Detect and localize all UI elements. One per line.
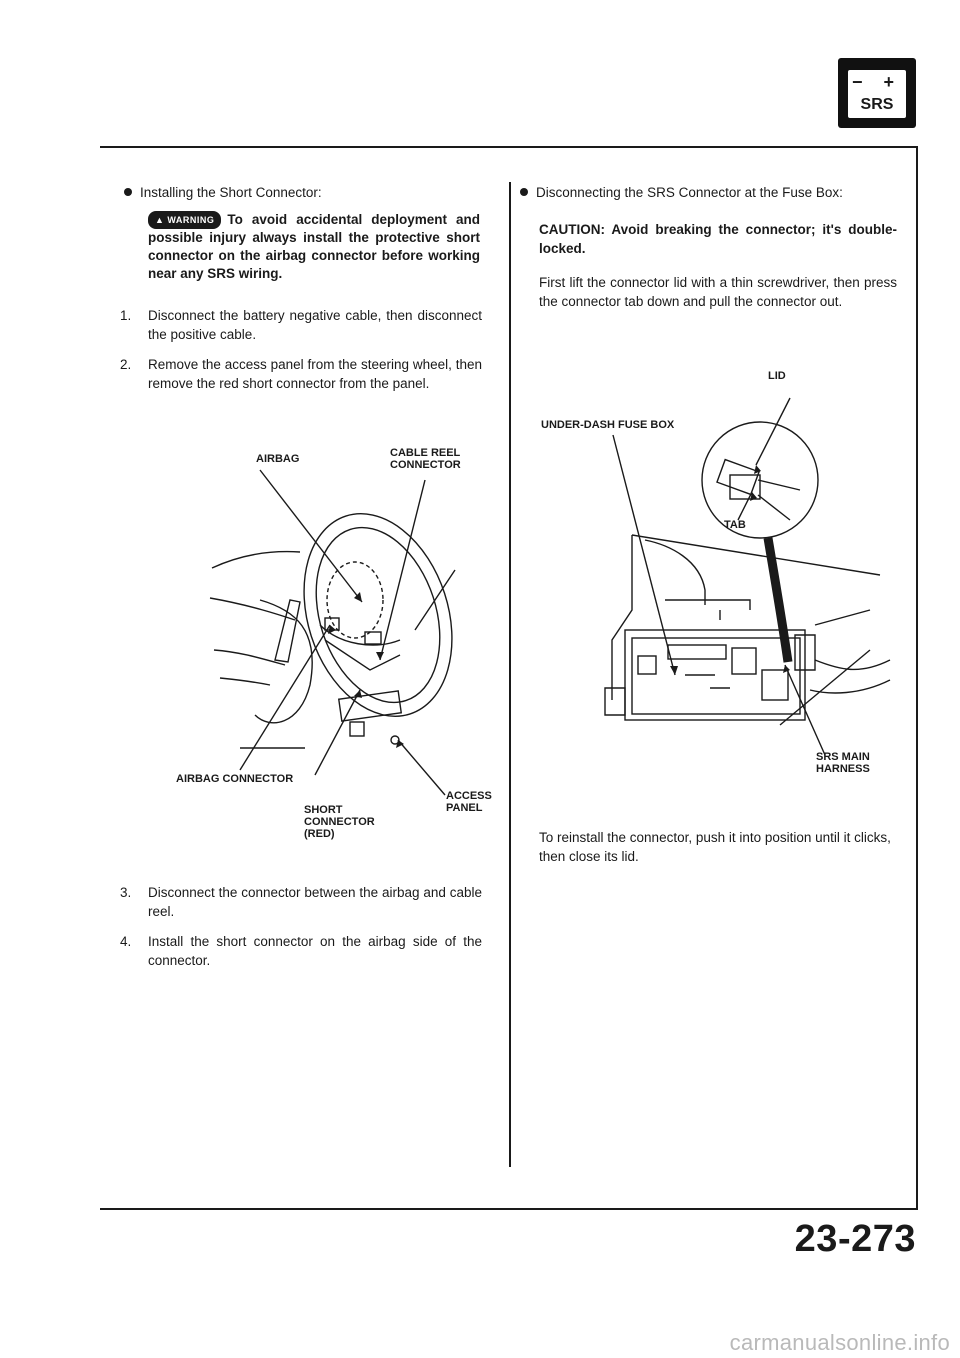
label-short-connector: SHORT CONNECTOR (RED) bbox=[304, 804, 375, 840]
warning-badge: ▲ WARNING bbox=[148, 211, 221, 229]
bullet-icon bbox=[520, 188, 528, 196]
left-section-heading: Installing the Short Connector: bbox=[124, 183, 494, 202]
bullet-icon bbox=[124, 188, 132, 196]
right-section-heading: Disconnecting the SRS Connector at the Fuse Box: bbox=[520, 183, 900, 202]
battery-icon bbox=[848, 70, 906, 118]
caution-text: CAUTION: Avoid breaking the connector; it's double-locked. bbox=[539, 222, 897, 256]
step-1: 1. Disconnect the battery negative cable, then disconnect the positive cable. bbox=[120, 308, 482, 342]
top-rule bbox=[100, 146, 918, 148]
step-2: 2. Remove the access panel from the steering wheel, then remove the red short connector from the panel. bbox=[120, 357, 482, 391]
srs-label: SRS bbox=[860, 96, 894, 113]
page-number: 23-273 bbox=[794, 1218, 916, 1260]
watermark: carmanualsonline.info bbox=[729, 1330, 950, 1355]
label-srs-main-harness: SRS MAIN HARNESS bbox=[816, 751, 870, 775]
bottom-rule bbox=[100, 1208, 918, 1210]
label-tab: TAB bbox=[724, 519, 746, 531]
step-3: 3. Disconnect the connector between the airbag and cable reel. bbox=[120, 885, 482, 919]
reinstall-text: To reinstall the connector, push it into position until it clicks, then close its lid. bbox=[539, 830, 891, 864]
step-4: 4. Install the short connector on the airbag side of the connector. bbox=[120, 934, 482, 968]
warning-block bbox=[148, 211, 480, 283]
right-rule bbox=[916, 146, 918, 1210]
srs-badge bbox=[838, 58, 916, 128]
label-under-dash-fuse-box: UNDER-DASH FUSE BOX bbox=[541, 419, 675, 431]
steps-bottom bbox=[120, 883, 482, 970]
label-airbag-connector: AIRBAG CONNECTOR bbox=[176, 773, 294, 785]
steps-top bbox=[120, 306, 482, 393]
label-lid: LID bbox=[768, 370, 786, 382]
label-airbag: AIRBAG bbox=[256, 453, 300, 465]
column-divider bbox=[509, 182, 511, 1167]
warning-text: To avoid accidental deployment and possible injury always install the protective short connector on the airbag connector before working near any SRS wiring. bbox=[148, 212, 480, 281]
instruction-text: First lift the connector lid with a thin screwdriver, then press the connector tab down and pull the connector out. bbox=[539, 275, 897, 309]
label-access-panel: ACCESS PANEL bbox=[446, 790, 492, 814]
label-cable-reel-connector: CABLE REEL CONNECTOR bbox=[390, 447, 461, 471]
battery-terminals: − + bbox=[851, 72, 903, 92]
